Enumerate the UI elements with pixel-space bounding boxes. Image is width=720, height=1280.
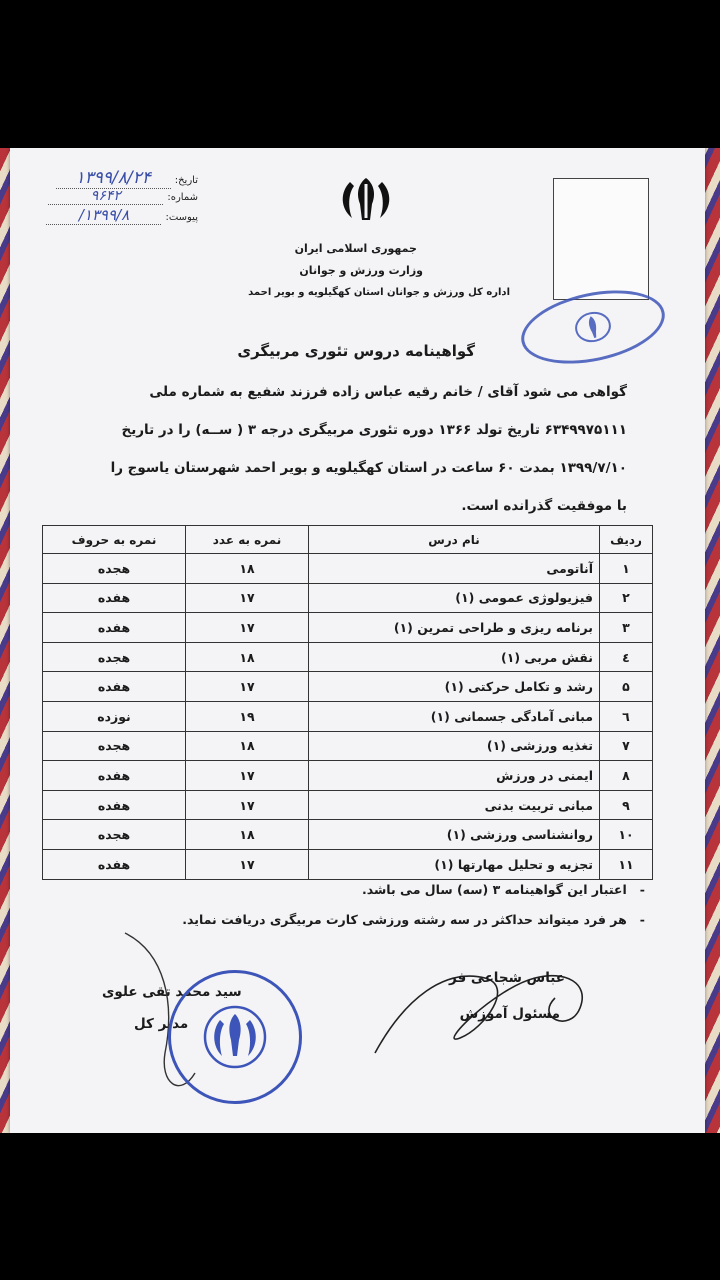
- table-row: [43, 849, 653, 879]
- grade-word: هفده: [43, 672, 186, 702]
- row-number: ۸: [600, 761, 653, 791]
- table-row: [43, 790, 653, 820]
- grade-word: هفده: [43, 613, 186, 643]
- table-row: [43, 613, 653, 643]
- table-row: [43, 701, 653, 731]
- row-number: ۲: [600, 583, 653, 613]
- course-name: تجزیه و تحلیل مهارتها (۱): [309, 849, 600, 879]
- grade-number: ۱۹: [186, 701, 309, 731]
- note-bullet: -: [626, 912, 645, 927]
- table-row: [43, 731, 653, 761]
- signature-right-name: عباس شجاعی فر: [448, 970, 565, 986]
- certificate-title: گواهینامه دروس تئوری مربیگری: [237, 342, 475, 360]
- country-name: جمهوری اسلامی ایران: [294, 242, 417, 255]
- signature-left-title: مدیر کل: [134, 1016, 189, 1032]
- grade-word: هفده: [43, 583, 186, 613]
- director-stamp: [168, 970, 302, 1104]
- row-number: ۷: [600, 731, 653, 761]
- table-header-row: [43, 526, 653, 554]
- attachment-value: ۱۳۹۹/۸/: [46, 206, 161, 225]
- row-number: ۱۰: [600, 820, 653, 850]
- grade-number: ۱۷: [186, 790, 309, 820]
- table-row: [43, 583, 653, 613]
- grades-table: [42, 525, 653, 880]
- course-name: تغذیه ورزشی (۱): [309, 731, 600, 761]
- course-name: مبانی آمادگی جسمانی (۱): [309, 701, 600, 731]
- row-number: ۹: [600, 790, 653, 820]
- row-number: ۵: [600, 672, 653, 702]
- course-name: برنامه ریزی و طراحی تمرین (۱): [309, 613, 600, 643]
- signature-right-title: مسئول آموزش: [459, 1006, 560, 1022]
- stamp-emblem-icon: [570, 306, 616, 348]
- row-number: ٤: [600, 642, 653, 672]
- course-name: آناتومی: [309, 554, 600, 584]
- grade-number: ۱۷: [186, 761, 309, 791]
- course-name: مبانی تربیت بدنی: [309, 790, 600, 820]
- header-grade-number: نمره به عدد: [186, 526, 309, 554]
- note-limit: [182, 912, 645, 927]
- row-number: ٦: [600, 701, 653, 731]
- header-grade-word: نمره به حروف: [43, 526, 186, 554]
- grade-word: هفده: [43, 761, 186, 791]
- course-name: فیزیولوژی عمومی (۱): [309, 583, 600, 613]
- grade-number: ۱۷: [186, 613, 309, 643]
- grade-number: ۱۷: [186, 583, 309, 613]
- body-line-4: با موفقیت گذرانده است.: [461, 498, 627, 514]
- signature-left-name: سید محمد تقی علوی: [102, 984, 242, 1000]
- grade-number: ۱۸: [186, 731, 309, 761]
- grade-word: هجده: [43, 642, 186, 672]
- header-course-name: نام درس: [309, 526, 600, 554]
- signature-right-scribble-icon: [365, 938, 595, 1068]
- certificate-paper: [10, 148, 705, 1133]
- grade-word: هفده: [43, 790, 186, 820]
- body-line-3: ۱۳۹۹/۷/۱۰ بمدت ۶۰ ساعت در استان کهگیلویه و بویر احمد شهرستان یاسوج را: [110, 460, 627, 476]
- row-number: ۱: [600, 554, 653, 584]
- grade-word: هفده: [43, 849, 186, 879]
- date-label: تاریخ:: [174, 175, 198, 186]
- grade-word: نوزده: [43, 701, 186, 731]
- number-value: ۹۶۴۲: [48, 188, 163, 205]
- attachment-label: پیوست:: [165, 212, 198, 223]
- photo-box: [553, 178, 649, 300]
- grade-word: هجده: [43, 731, 186, 761]
- table-row: [43, 820, 653, 850]
- course-name: ایمنی در ورزش: [309, 761, 600, 791]
- table-row: [43, 642, 653, 672]
- table-row: [43, 554, 653, 584]
- reference-block: [28, 168, 198, 224]
- grade-word: هجده: [43, 554, 186, 584]
- date-value: ۱۳۹۹/۸/۲۴: [56, 168, 171, 189]
- course-name: روانشناسی ورزشی (۱): [309, 820, 600, 850]
- grade-number: ۱۸: [186, 820, 309, 850]
- iran-emblem-icon: [338, 174, 394, 224]
- note-limit-text: هر فرد میتواند حداکثر در سه رشته ورزشی کارت مربیگری دریافت نماید.: [182, 912, 627, 927]
- note-bullet: -: [626, 882, 645, 897]
- grade-word: هجده: [43, 820, 186, 850]
- body-line-1: گواهی می شود آقای / خانم رقیه عباس زاده فرزند شفیع به شماره ملی: [149, 384, 627, 400]
- note-validity: [362, 882, 645, 897]
- course-name: نقش مربی (۱): [309, 642, 600, 672]
- grade-number: ۱۸: [186, 642, 309, 672]
- office-name: اداره کل ورزش و جوانان استان کهگیلویه و بویر احمد: [248, 287, 510, 298]
- grade-number: ۱۸: [186, 554, 309, 584]
- number-label: شماره:: [167, 192, 198, 203]
- row-number: ۳: [600, 613, 653, 643]
- ministry-name: وزارت ورزش و جوانان: [299, 264, 423, 277]
- stamp-emblem-icon: [200, 1002, 270, 1072]
- grade-number: ۱۷: [186, 672, 309, 702]
- table-row: [43, 672, 653, 702]
- table-row: [43, 761, 653, 791]
- course-name: رشد و تکامل حرکتی (۱): [309, 672, 600, 702]
- header-row-number: ردیف: [600, 526, 653, 554]
- note-validity-text: اعتبار این گواهینامه ۳ (سه) سال می باشد.: [362, 882, 627, 897]
- body-line-2: ۶۳۴۹۹۷۵۱۱۱ تاریخ تولد ۱۳۶۶ دوره تئوری مربیگری درجه ۳ ( ســه) را در تاریخ: [121, 422, 627, 438]
- row-number: ۱۱: [600, 849, 653, 879]
- grade-number: ۱۷: [186, 849, 309, 879]
